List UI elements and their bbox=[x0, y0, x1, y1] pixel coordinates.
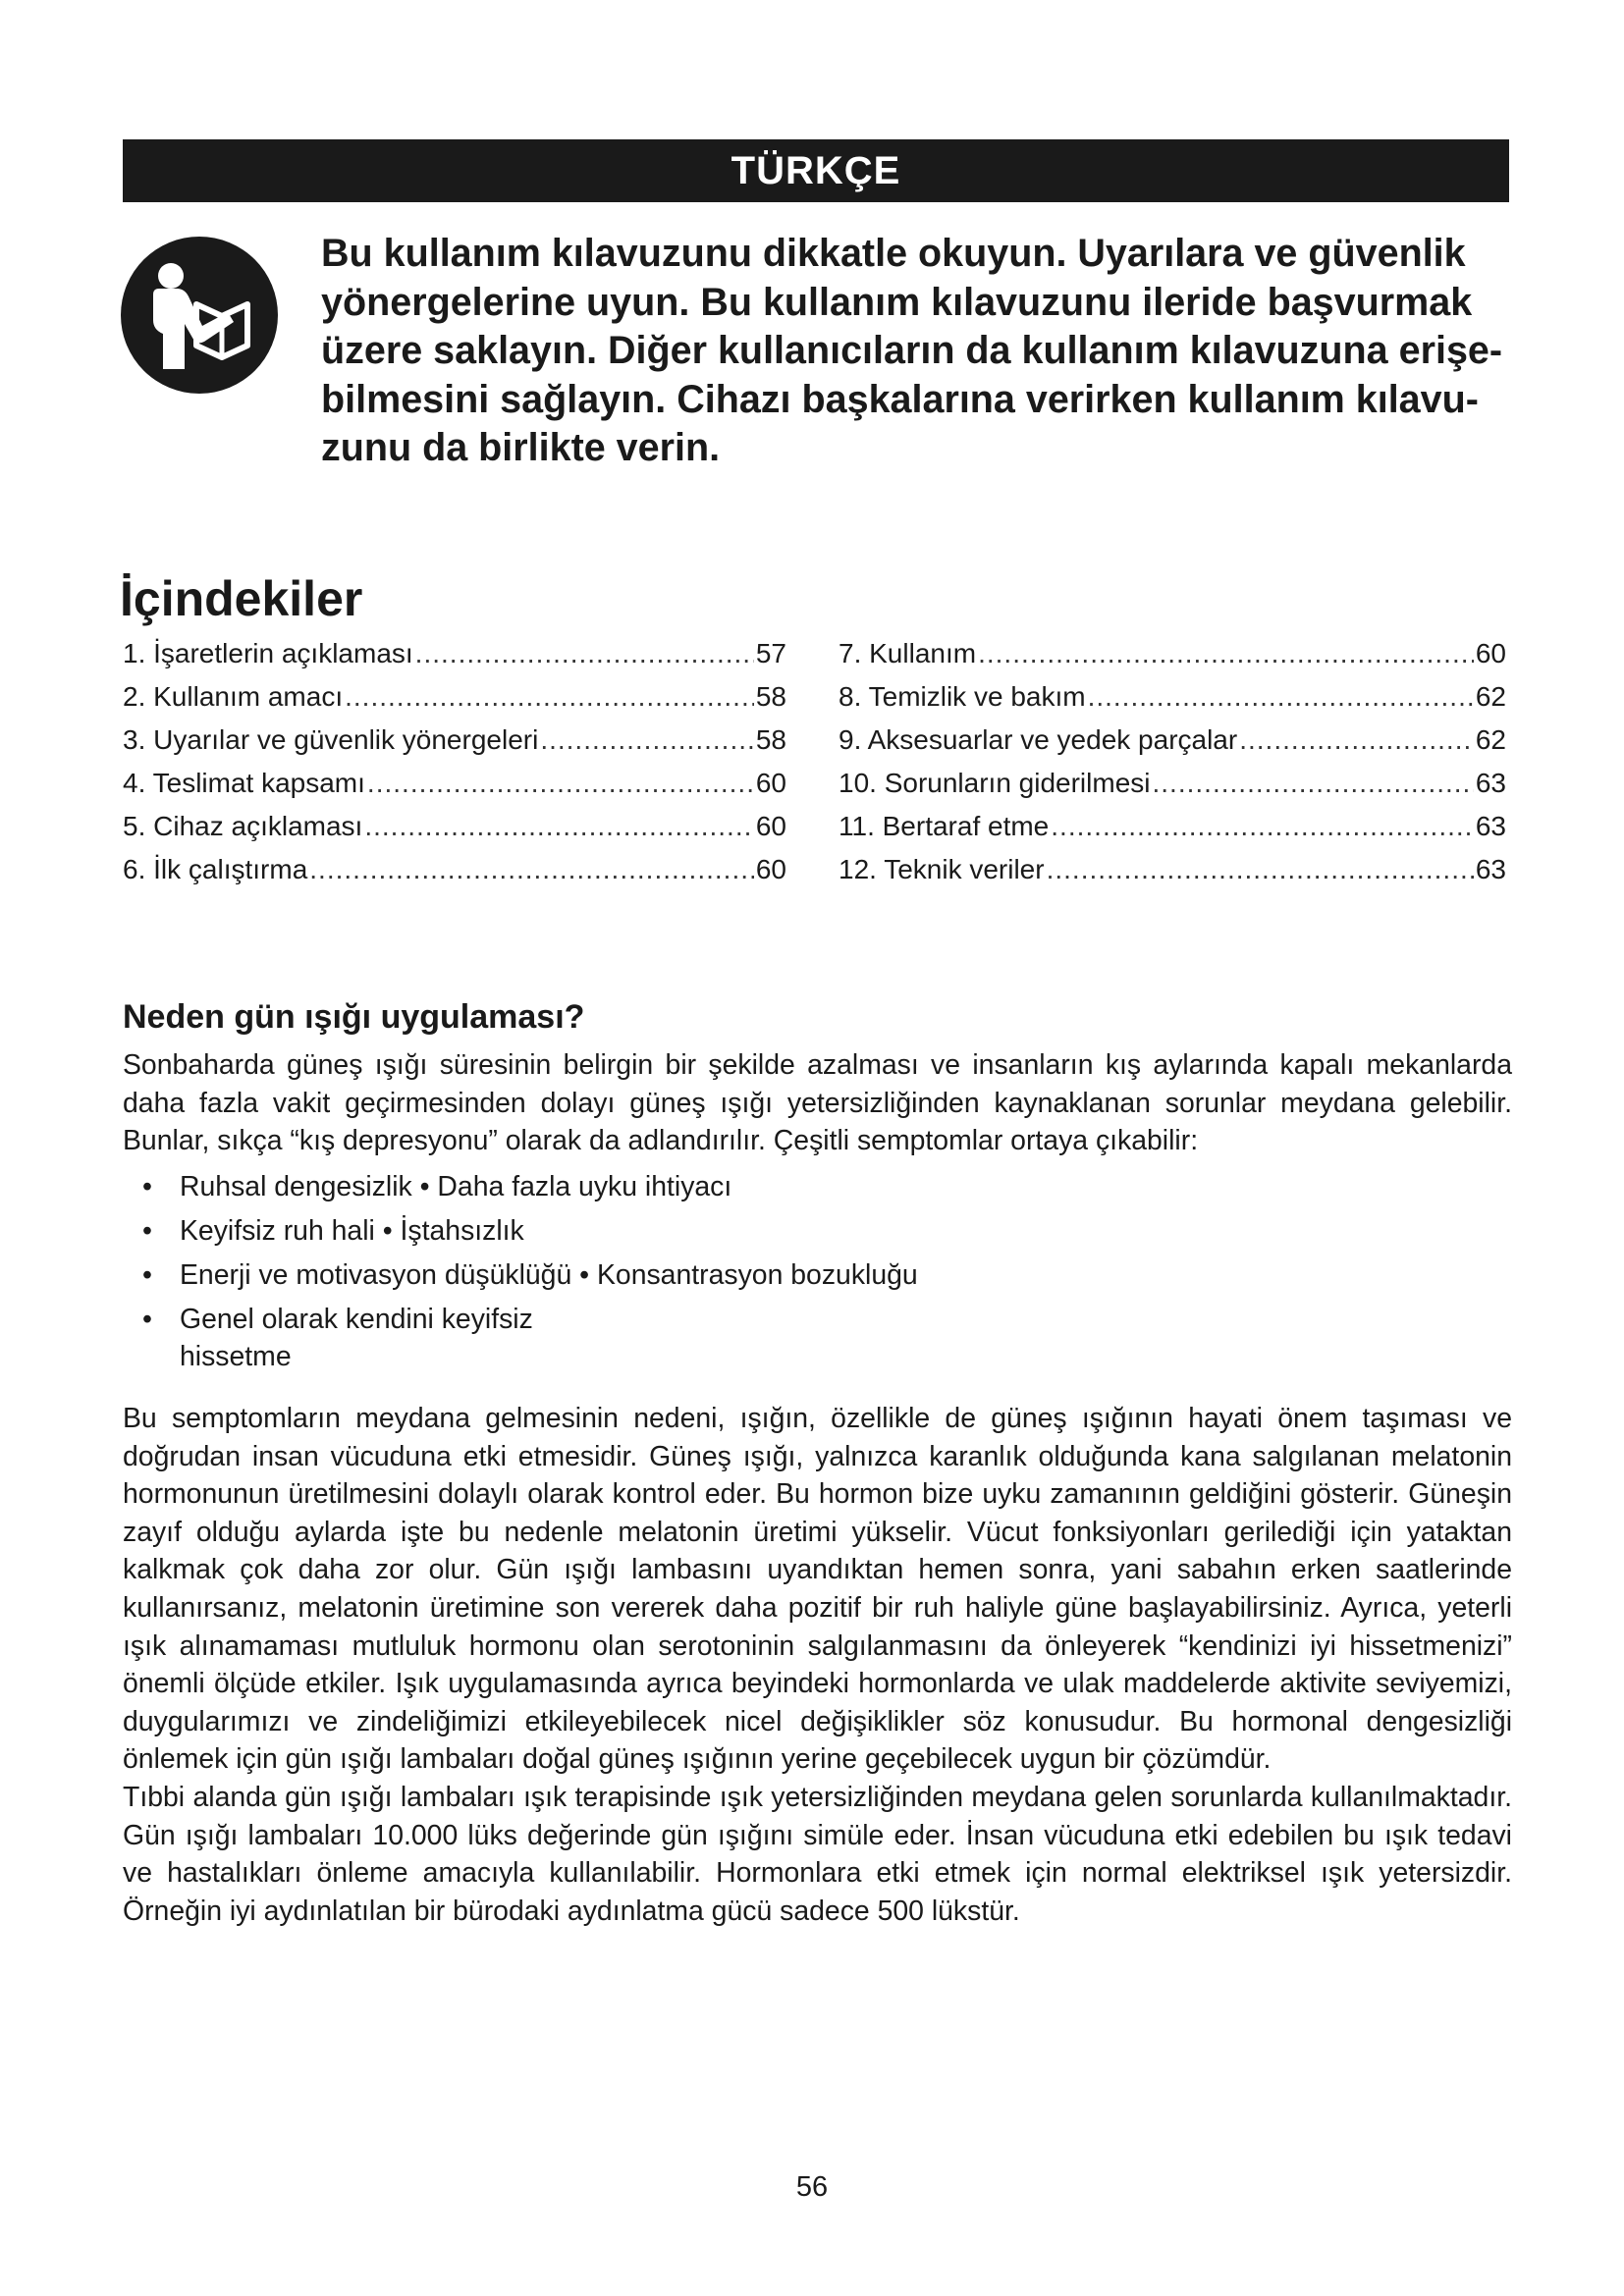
toc-entry[interactable]: 9. Aksesuarlar ve yedek parçalar ..... 62 bbox=[839, 719, 1506, 762]
toc-entry[interactable]: 2. Kullanım amacı ..... 58 bbox=[123, 675, 786, 719]
list-item: • Enerji ve motivasyon düşüklüğü • Konsantrasyon bozukluğu bbox=[142, 1259, 918, 1291]
toc-entry[interactable]: 8. Temizlik ve bakım ..... 62 bbox=[839, 675, 1506, 719]
explanation-paragraph: Bu semptomların meydana gelmesinin nedeni, ışığın, özellikle de güneş ışığının hayati önem taşıması ve doğrudan insan vücuduna etki etmesidir. Güneş ışığı, yalnızca karanlık olduğunda kana salgılanan melatonin hormonunun üretilmesini dolaylı olarak kontrol eder. Bu hormon bize uyku zamanının geldiğini gösterir. Güneşin zayıf olduğu aylarda işte bu nedenle melatonin üretimi yükselir. Vücut fonksiyonları gerilediği için yataktan kalkmak çok daha zor olur. Gün ışığı lambasını uyandıktan hemen sonra, yani sabahın erken saatlerinde kullanırsanız, melatonin üretimine son vererek daha pozitif bir ruh haliyle güne başlayabilirsiniz. Ayrıca, yeterli ışık alınamaması mutluluk hormonu olan serotoninin salgılanmasını da önleyerek “kendinizi iyi hissetmenizi” önemli ölçüde etkiler. Işık uygulamasında ayrıca beyindeki hormonlarda ve ulak maddelerde aktivite seviyemizi, duygularımızı ve zindeliğimizi etkileyebilecek nicel değişiklikler söz konusudur. Bu hormonal dengesizliği önlemek için gün ışığı lambaları doğal güneş ışığının yerine geçebilecek uygun bir çözümdür. bbox=[123, 1403, 1512, 1776]
section-title: Neden gün ışığı uygulaması? bbox=[123, 998, 585, 1036]
toc-entry[interactable]: 10. Sorunların giderilmesi ..... 63 bbox=[839, 762, 1506, 805]
list-item: • Keyifsiz ruh hali • İştahsızlık bbox=[142, 1215, 524, 1247]
toc-entry[interactable]: 6. İlk çalıştırma ..... 60 bbox=[123, 848, 786, 891]
language-banner: TÜRKÇE bbox=[123, 139, 1509, 202]
toc-right-column bbox=[839, 632, 1506, 891]
page-number: 56 bbox=[795, 2171, 829, 2203]
medical-paragraph: Tıbbi alanda gün ışığı lambaları ışık terapisinde ışık yetersizliğinden meydana gelen sorunlarda kullanılmaktadır. Gün ışığı lambaları 10.000 lüks değerinde gün ışığını simüle eder. İnsan vücuduna etki edebilen bu ışık tedavi ve hastalıkları önleme amacıyla kullanılabilir. Hormonlara etki etmek için normal elektriksel ışık yetersizdir. Örneğin iyi aydınlatılan bir bürodaki aydınlatma gücü sadece 500 lükstür. bbox=[123, 1781, 1512, 1927]
body-text bbox=[123, 1400, 1512, 1930]
toc-title: İçindekiler bbox=[120, 571, 363, 626]
symptom-list bbox=[142, 1168, 918, 1382]
intro-paragraph: Sonbaharda güneş ışığı süresinin belirgin bir şekilde azalması ve insanların kış aylarında kapalı mekanlarda daha fazla vakit geçirmesinden dolayı güneş ışığı yetersizliğinden kaynaklanan sorunlar meydana gelebilir. Bunlar, sıkça “kış depresyonu” olarak da adlandırılır. Çeşitli semptomlar ortaya çıkabilir: bbox=[123, 1049, 1512, 1157]
toc-entry[interactable]: 5. Cihaz açıklaması ..... 60 bbox=[123, 805, 786, 848]
toc-entry[interactable]: 3. Uyarılar ve güvenlik yönergeleri ..... 58 bbox=[123, 719, 786, 762]
toc-entry[interactable]: 4. Teslimat kapsamı ..... 60 bbox=[123, 762, 786, 805]
toc-left-column bbox=[123, 632, 786, 891]
toc-entry[interactable]: 7. Kullanım ..... 60 bbox=[839, 632, 1506, 675]
toc-entry[interactable]: 1. İşaretlerin açıklaması ..... 57 bbox=[123, 632, 786, 675]
list-item: • Ruhsal dengesizlik • Daha fazla uyku ihtiyacı bbox=[142, 1171, 732, 1202]
toc-entry[interactable]: 12. Teknik veriler ..... 63 bbox=[839, 848, 1506, 891]
read-manual-icon bbox=[120, 236, 279, 395]
list-item: • Genel olarak kendini keyifsiz hissetme bbox=[142, 1304, 533, 1372]
toc-entry[interactable]: 11. Bertaraf etme ..... 63 bbox=[839, 805, 1506, 848]
intro-warning-text: Bu kullanım kılavuzunu dikkatle okuyun. Uyarılara ve güvenlik yönergelerine uyun. Bu kullanım kılavuzunu ileride başvurmak üzere saklayın. Diğer kullanıcıların da kullanım kılavuzuna erişe- bilmesini sağlayın. Cihazı başkalarına verirken kullanım kılavu- zunu da birlikte verin. bbox=[321, 232, 1503, 469]
